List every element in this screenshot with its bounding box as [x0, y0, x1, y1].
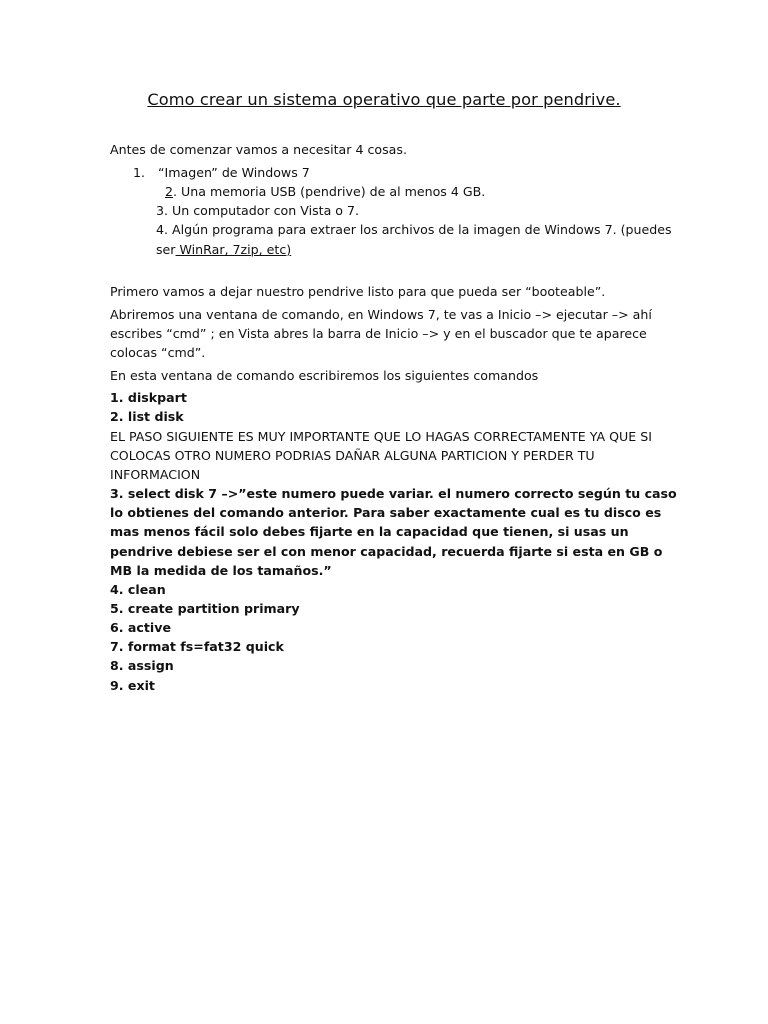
paragraph-3: En esta ventana de comando escribiremos los siguientes comandos	[110, 368, 539, 383]
command-9: 9. exit	[110, 678, 155, 693]
paragraph-2-line-3: colocas “cmd”.	[110, 345, 206, 360]
command-5: 5. create partition primary	[110, 601, 300, 616]
warning-line-3: INFORMACION	[110, 467, 201, 482]
list-item-1	[133, 163, 310, 182]
intro-text: Antes de comenzar vamos a necesitar 4 cosas.	[110, 142, 407, 157]
command-1: 1. diskpart	[110, 390, 187, 405]
list-number: 2	[165, 184, 174, 199]
command-3-line-2: lo obtienes del comando anterior. Para saber exactamente cual es tu disco es	[110, 505, 662, 520]
warning-line-1: EL PASO SIGUIENTE ES MUY IMPORTANTE QUE LO HAGAS CORRECTAMENTE YA QUE SI	[110, 429, 652, 444]
command-3-line-3: mas menos fácil solo debes fijarte en la capacidad que tienen, si usas un	[110, 524, 629, 539]
command-8: 8. assign	[110, 658, 174, 673]
list-number: 1.	[133, 165, 146, 180]
command-2: 2. list disk	[110, 409, 184, 424]
list-item-2	[165, 182, 485, 201]
list-item-3: 3. Un computador con Vista o 7.	[156, 203, 360, 218]
warning-line-2: COLOCAS OTRO NUMERO PODRIAS DAÑAR ALGUNA PARTICION Y PERDER TU	[110, 448, 595, 463]
command-6: 6. active	[110, 620, 171, 635]
list-text: . Una memoria USB (pendrive) de al menos 4 GB.	[173, 184, 486, 199]
command-7: 7. format fs=fat32 quick	[110, 639, 284, 654]
paragraph-2-line-2: escribes “cmd” ; en Vista abres la barra de Inicio –> y en el buscador que te aparece	[110, 326, 647, 341]
list-text: WinRar, 7zip, etc)	[175, 242, 292, 257]
list-item-4-line-2	[156, 240, 291, 259]
command-3-line-5: MB la medida de los tamaños.”	[110, 563, 332, 578]
list-item-4-line-1: 4. Algún programa para extraer los archivos de la imagen de Windows 7. (puedes	[156, 222, 672, 237]
command-3-line-1: 3. select disk 7 –>”este numero puede variar. el numero correcto según tu caso	[110, 486, 677, 501]
list-text: “Imagen” de Windows 7	[158, 165, 310, 180]
page-title: Como crear un sistema operativo que parte por pendrive.	[147, 90, 621, 109]
list-text: ser	[156, 242, 176, 257]
command-4: 4. clean	[110, 582, 166, 597]
paragraph-1: Primero vamos a dejar nuestro pendrive listo para que pueda ser “booteable”.	[110, 284, 606, 299]
paragraph-2-line-1: Abriremos una ventana de comando, en Windows 7, te vas a Inicio –> ejecutar –> ahí	[110, 307, 652, 322]
command-3-line-4: pendrive debiese ser el con menor capacidad, recuerda fijarte si esta en GB o	[110, 544, 663, 559]
